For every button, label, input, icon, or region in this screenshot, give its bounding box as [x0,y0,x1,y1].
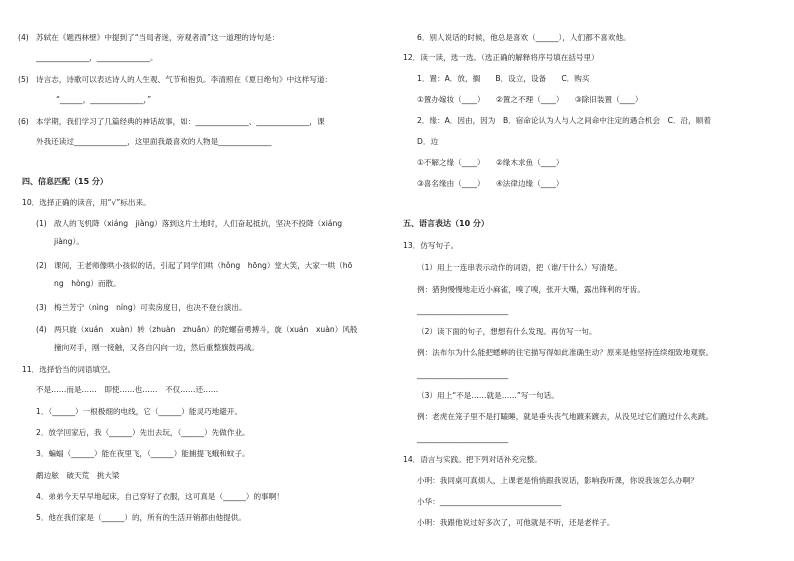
q13-1-instruction: （1）用上一连串表示动作的词语，把（谁/干什么）写清楚。 [417,263,622,272]
q11-item-3: 3．蝙蝠（______）能在夜里飞，（______）能捕提飞蛾和蚊子。 [36,449,250,458]
q10-1-text: 敌人的飞机降（xiáng jiàng）落到这片土地时，人们奋起抵抗，坚决不投降（xiáng [54,219,343,228]
q14-prompt: 14．语言与实践。把下列对话补充完整。 [403,455,542,464]
q10-3-number: (3) [36,303,47,312]
q6-item: 6．别人说话的时候，他总是喜欢（______），人们都不喜欢他。 [417,33,631,42]
q11-prompt: 11．选择恰当的词语填空。 [22,365,116,374]
q11-options: 不是……而是…… 即使……也…… 不仅……还…… [36,385,219,394]
q11-item-5: 5．他在我们家是（______）的，所有的生活开销都由他提供。 [36,513,246,522]
q13-2-example: 例：法布尔为什么能把蟋蟀的住宅描写得如此准确生动？原来是他坚持连续细致地观察。 [417,348,714,357]
q13-2-answer-line[interactable]: ________________________ [417,370,509,379]
q10-4-text: 两只旋（xuán xuàn）转（zhuàn zhuǎn）的陀螺奋勇搏斗，旋（xuán xuàn）风般 [54,325,358,334]
q14-dialog-2-answer[interactable]: 小华：________________________________ [417,497,562,506]
q10-3-text: 梅兰芳宁（nìng níng）可卖房度日，也决不登台演出。 [54,303,247,312]
q12-2-definitions: 2．缘：A．因由，因为 B．宿命论认为人与人之间命中注定的遇合机会 C．沿，顺着 [417,116,711,125]
q11-item-2: 2．放学回家后，我（______）先出去玩，（______）先做作业。 [36,428,250,437]
q10-prompt: 10．选择正确的读音，用“√”标出来。 [22,198,151,207]
q4-answer-blank[interactable]: ______________，______________。 [36,53,158,62]
q6-text: 本学期，我们学习了几篇经典的神话故事，如：______________、______________，课 [36,117,325,126]
q10-2-text-continued: ng hòng）而散。 [54,279,121,288]
section-4-heading: 四、信息匹配（15 分） [22,177,108,186]
q10-2-number: (2) [36,261,47,270]
q5-number: (5) [18,75,29,84]
q6-number: (6) [18,117,29,126]
q4-number: (4) [18,33,29,42]
q11-item-4: 4．弟弟今天早早地起床，自己穿好了衣服，这可真是（______）的事啊！ [36,492,284,501]
q6-text-continued: 外我还读过______________，这里面我最喜欢的人物是______________ [36,137,272,146]
q12-2-answers-row1: ①不解之缘（____） ②缘木求鱼（____） [417,158,564,167]
q13-1-answer-line[interactable]: ________________________ [417,306,509,315]
q12-2-answers-row2: ③喜名缘由（____） ④法律边缘（____） [417,179,564,188]
section-5-heading: 五、语言表达（10 分） [403,219,489,228]
q14-dialog-3: 小明：我跟他说过好多次了，可他就是不听，还是老样子。 [417,518,615,527]
q11-item-1: 1．（______）一根极细的电线，它（______）能灵巧地避开。 [36,407,243,416]
q12-2-option-d: D．边 [417,137,439,146]
q13-3-answer-line[interactable]: ________________________ [417,434,509,443]
q12-1-definitions: 1．置：A．放，搁 B．设立，设备 C．购买 [417,74,590,83]
q10-4-text-continued: 撞向对手，刚一接触，又各自闪向一边，然后重整旗鼓再战。 [54,343,260,352]
q10-4-number: (4) [36,325,47,334]
q11-word-bank: 鹬边舷 破天荒 挑大梁 [36,471,120,480]
q12-1-answers: ①置办嫁妆（____） ②置之不理（____） ③除旧装置（____） [417,95,643,104]
q13-2-instruction: （2）读下面的句子，想想有什么发现。再仿写一句。 [417,327,597,336]
q14-dialog-1: 小明：我同桌可真烦人，上课老是悄悄跟我说话，影响我听课，你说我该怎么办啊？ [417,476,698,485]
q12-prompt: 12．读一读，选一选。（选正确的解释将序号填在括号里） [403,53,599,62]
q10-2-text: 课间，王老师像哄小孩似的话，引起了同学们哄（hǒng hōng）堂大笑，大家一哄（hō [54,261,353,270]
q13-1-example: 例：猎狗慢慢地走近小麻雀，嗅了嗅，张开大嘴，露出锋利的牙齿。 [417,285,645,294]
q13-prompt: 13．仿写句子。 [403,241,459,250]
q10-1-text-continued: jiàng）。 [54,237,84,246]
q5-answer-blank[interactable]: “______，______________，” [56,95,152,104]
q13-3-example: 例：老虎在笼子里不是打瞌睡，就是垂头丧气地踱来踱去，从没见过它们跑过什么兆跳。 [417,412,714,421]
q10-1-number: (1) [36,219,47,228]
q13-3-instruction: （3）用上“不是……就是……”写一句话。 [417,391,559,400]
q5-text: 诗言志，诗歌可以表达诗人的人生观、气节和抱负。李清照在《夏日绝句》中这样写道： [36,75,333,84]
q4-text: 苏轼在《题西林壁》中提到了“当局者迷，旁观者清”这一道理的诗句是： [36,33,280,42]
